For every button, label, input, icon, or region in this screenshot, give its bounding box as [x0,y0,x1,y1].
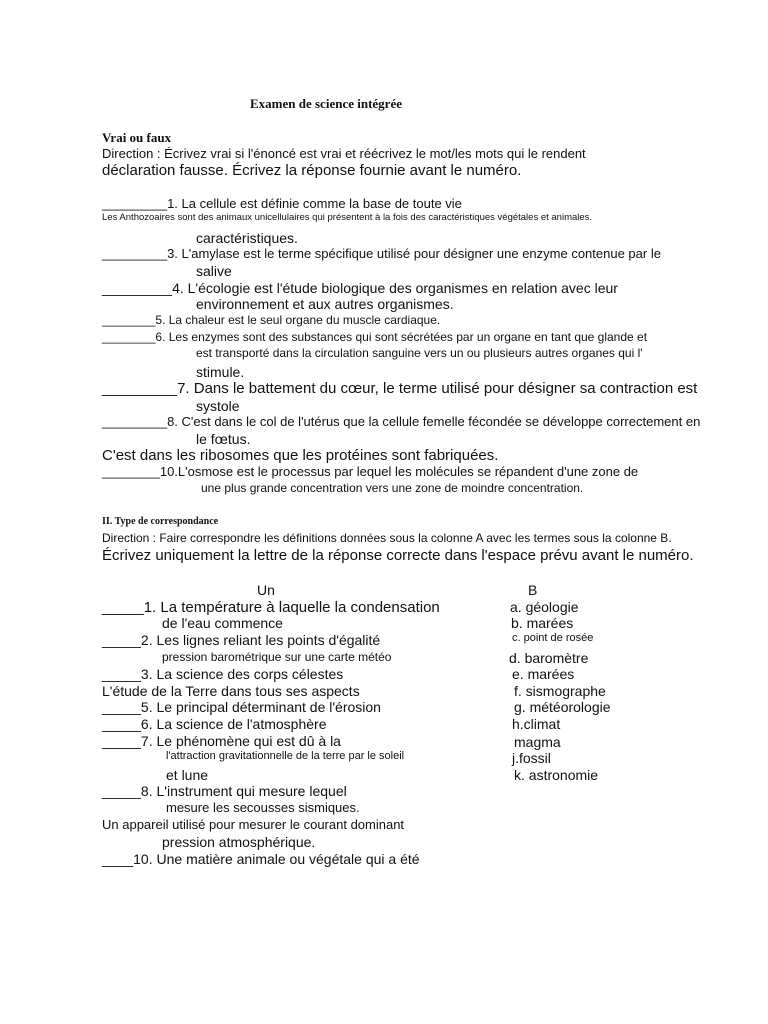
match-8: _____8. L'instrument qui mesure lequel [102,783,347,799]
question-5: ________5. La chaleur est le seul organe du muscle cardiaque. [102,313,441,327]
match-7: _____7. Le phénomène qui est dû à la [102,733,341,749]
question-9: C'est dans les ribosomes que les protéines sont fabriquées. [102,447,499,464]
question-6: ________6. Les enzymes sont des substances qui sont sécrétées par un organe en tant que glande et [102,330,648,344]
question-3: _________3. L'amylase est le terme spécifique utilisé pour désigner une enzyme contenue par le [102,246,661,261]
match-8-cont: mesure les secousses sismiques. [166,800,360,815]
question-7-cont: systole [196,398,240,414]
question-10-cont: une plus grande concentration vers une zone de moindre concentration. [201,481,584,495]
match-3: _____3. La science des corps célestes [102,666,344,682]
match-4: L'étude de la Terre dans tous ses aspects [102,683,360,699]
match-5: _____5. Le principal déterminant de l'érosion [102,699,381,715]
column-b-header: B [528,582,538,598]
match-6: _____6. La science de l'atmosphère [102,716,327,732]
match-9-cont: pression atmosphérique. [162,834,316,850]
section1-direction: Direction : Écrivez vrai si l'énoncé est vrai et réécrivez le mot/les mots qui le rendent [102,146,586,161]
choice-i: magma [514,734,561,750]
match-7-cont: l'attraction gravitationnelle de la terre par le soleil [166,750,405,762]
question-7: _________7. Dans le battement du cœur, le terme utilisé pour désigner sa contraction est [102,380,698,397]
choice-k: k. astronomie [514,767,599,783]
question-2: Les Anthozoaires sont des animaux unicellulaires qui présentent à la fois des caractéristiques végétales et animales. [102,212,593,223]
section1-direction-cont: déclaration fausse. Écrivez la réponse fournie avant le numéro. [102,162,522,179]
section2-heading: II. Type de correspondance [102,516,219,527]
choice-d: d. baromètre [509,650,589,666]
choice-b: b. marées [511,615,574,631]
match-9: Un appareil utilisé pour mesurer le courant dominant [102,817,405,832]
choice-h: h.climat [512,716,561,732]
section2-direction-cont: Écrivez uniquement la lettre de la réponse correcte dans l'espace prévu avant le numéro. [102,547,694,564]
question-6-cont: est transporté dans la circulation sanguine vers un ou plusieurs autres organes qui l' [196,346,643,360]
match-2: _____2. Les lignes reliant les points d'égalité [102,632,381,648]
question-10: ________10.L'osmose est le processus par lequel les molécules se répandent d'une zone de [102,464,639,479]
question-4-cont: environnement et aux autres organismes. [196,296,454,312]
question-1: _________1. La cellule est définie comme la base de toute vie [102,196,462,211]
match-7-cont2: et lune [166,767,209,783]
question-4: _________4. L'écologie est l'étude biologique des organismes en relation avec leur [102,280,618,296]
match-10: ____10. Une matière animale ou végétale qui a été [102,851,420,867]
match-2-cont: pression barométrique sur une carte météo [162,650,392,664]
question-8-cont: le fœtus. [196,431,251,447]
choice-e: e. marées [512,666,575,682]
section1-heading: Vrai ou faux [102,130,172,145]
choice-f: f. sismographe [514,683,606,699]
question-6-cont2: stimule. [196,364,245,380]
section2-direction: Direction : Faire correspondre les définitions données sous la colonne A avec les termes sous la colonne B. [102,531,672,545]
page-title: Examen de science intégrée [250,96,402,111]
question-2-cont: caractéristiques. [196,230,298,246]
match-1-cont: de l'eau commence [162,615,283,631]
question-3-cont: salive [196,263,232,279]
column-a-header: Un [257,582,275,598]
choice-g: g. météorologie [514,699,611,715]
choice-j: j.fossil [512,750,551,766]
question-8: _________8. C'est dans le col de l'utérus que la cellule femelle fécondée se développe correctement en [102,414,701,429]
choice-c: c. point de rosée [512,632,594,644]
match-1: _____1. La température à laquelle la condensation [102,599,440,616]
choice-a: a. géologie [510,599,579,615]
